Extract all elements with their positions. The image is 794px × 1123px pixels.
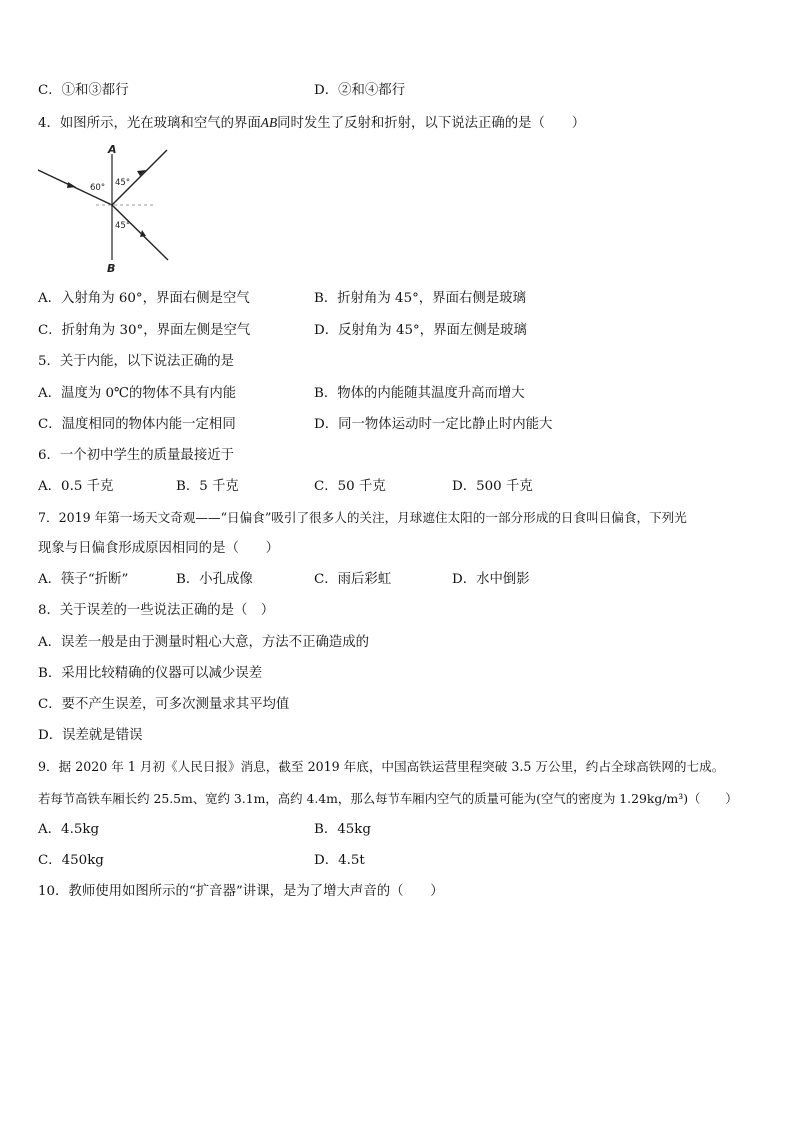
q9-option-d: D．4.5t	[314, 853, 365, 868]
q9-stem-line2: 若每节高铁车厢长约 25.5m、宽约 3.1m，高约 4.4m，那么每节车厢内空气的质量可能为(空气的密度为 1.29kg/m³)（ ）	[38, 791, 738, 806]
q8-option-c: C．要不产生误差，可多次测量求其平均值	[38, 697, 290, 712]
prev-option-c: C．①和③都行	[38, 83, 129, 98]
q9-option-b: B．45kg	[314, 822, 371, 837]
q6-option-b: B．5 千克	[176, 479, 239, 494]
q5-option-d: D．同一物体运动时一定比静止时内能大	[314, 417, 553, 432]
label-a: A	[108, 143, 117, 156]
q4-option-c: C．折射角为 30°，界面左侧是空气	[38, 323, 251, 338]
q7-stem-line1: 7．2019 年第一场天文奇观——“日偏食”吸引了很多人的关注，月球遮住太阳的一部分形成的日食叫日偏食，下列光	[38, 510, 687, 525]
q7-stem-line2: 现象与日偏食形成原因相同的是（ ）	[38, 541, 280, 556]
q9-stem-line1: 9．据 2020 年 1 月初《人民日报》消息，截至 2019 年底，中国高铁运营里程突破 3.5 万公里，约占全球高铁网的七成。	[38, 759, 725, 774]
q6-option-d: D．500 千克	[452, 479, 533, 494]
q7-option-a: A．筷子“折断”	[38, 572, 129, 587]
q4-stem-ab: AB	[260, 115, 278, 130]
q8-stem: 8．关于误差的一些说法正确的是（ ）	[38, 603, 275, 618]
q6-option-a: A．0.5 千克	[38, 479, 114, 494]
prev-option-d: D．②和④都行	[314, 83, 406, 98]
q9-option-a: A．4.5kg	[38, 822, 100, 837]
q4-option-b: B．折射角为 45°，界面右侧是玻璃	[314, 291, 526, 306]
q8-option-b: B．采用比较精确的仪器可以减少误差	[38, 666, 263, 681]
q4-option-d: D．反射角为 45°，界面左侧是玻璃	[314, 323, 527, 338]
angle-45-top: 45°	[115, 178, 131, 188]
q4-option-a: A．入射角为 60°，界面右侧是空气	[38, 291, 250, 306]
refraction-diagram	[36, 140, 176, 275]
q10-stem: 10．教师使用如图所示的“扩音器”讲课，是为了增大声音的（ ）	[38, 884, 444, 899]
q5-stem: 5．关于内能，以下说法正确的是	[38, 354, 234, 369]
q8-option-a: A．误差一般是由于测量时粗心大意，方法不正确造成的	[38, 635, 370, 650]
q5-option-c: C．温度相同的物体内能一定相同	[38, 417, 236, 432]
q4-stem: 4．如图所示，光在玻璃和空气的界面AB同时发生了反射和折射，以下说法正确的是（ ）	[38, 115, 586, 131]
angle-45-bottom: 45°	[115, 221, 131, 231]
q7-option-b: B．小孔成像	[176, 572, 253, 587]
q6-stem: 6．一个初中学生的质量最接近于	[38, 448, 234, 463]
q9-option-c: C．450kg	[38, 853, 104, 868]
q6-option-c: C．50 千克	[314, 479, 386, 494]
q5-option-b: B．物体的内能随其温度升高而增大	[314, 386, 525, 401]
q5-option-a: A．温度为 0℃的物体不具有内能	[38, 386, 237, 401]
label-b: B	[107, 262, 116, 275]
angle-60: 60°	[90, 183, 106, 193]
q7-option-c: C．雨后彩虹	[314, 572, 392, 587]
q8-option-d: D．误差就是错误	[38, 728, 143, 743]
q7-option-d: D．水中倒影	[452, 572, 530, 587]
